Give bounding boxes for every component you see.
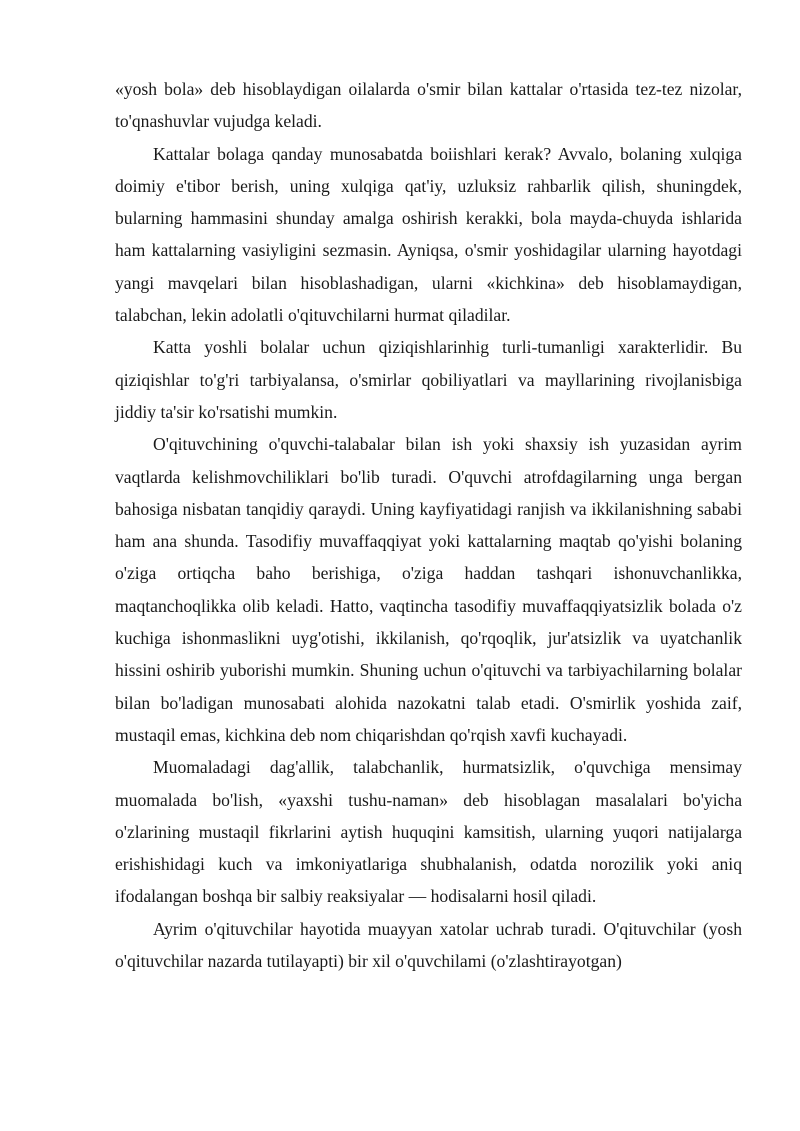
paragraph: Kattalar bolaga qanday munosabatda boiishlari kerak? Avvalo, bolaning xulqiga doimiy e'tibor berish, uning xulqiga qat'iy, uzluksiz rahbarlik qilish, shuningdek, bularning hammasini shunday amalga oshirish kerakki, bola mayda-chuyda ishlarida ham kattalarning vasiyligini sezmasin. Ayniqsa, o'smir yoshidagilar ularning hayotdagi yangi mavqelari bilan hisoblashadigan, ularni «kichkina» deb hisoblamaydigan, talabchan, lekin adolatli o'qituvchilarni hurmat qiladilar. <box>115 143 742 326</box>
paragraph-continuation: «yosh bola» deb hisoblaydigan oilalarda o'smir bilan kattalar o'rtasida tez-tez nizolar, to'qnashuvlar vujudga keladi. <box>115 79 742 132</box>
paragraph: O'qituvchining o'quvchi-talabalar bilan ish yoki shaxsiy ish yuzasidan ayrim vaqtlarda kelishmovchiliklari bo'lib turadi. O'quvchi atrofdagilarning unga bergan bahosiga nisbatan tanqidiy qaraydi. Uning kayfiyatidagi ranjish va ikkilanishning sababi ham ana shunda. Tasodifiy muvaffaqqiyat yoki kattalarning maqtab qo'yishi bolaning o'ziga ortiqcha baho berishiga, o'ziga haddan tashqari ishonuvchanlikka, maqtanchoqlikka olib keladi. Hatto, vaqtincha tasodifiy muvaffaqqiyatsizlik bolada o'z kuchiga ishonmaslikni uyg'otishi, ikkilanish, qo'rqoqlik, jur'atsizlik va uyatchanlik hissini oshirib yuborishi mumkin. Shuning uchun o'qituvchi va tarbiyachilarning bolalar bilan bo'ladigan munosabati alohida nazokatni talab etadi. O'smirlik yoshida zaif, mustaqil emas, kichkina deb nom chiqarishdan qo'rqish xavfi kuchayadi. <box>115 434 742 745</box>
paragraph: Ayrim o'qituvchilar hayotida muayyan xatolar uchrab turadi. O'qituvchilar (yosh o'qituvchilar nazarda tutilayapti) bir xil o'quvchilami (o'zlashtirayotgan) <box>115 918 742 972</box>
body-text <box>115 73 742 977</box>
paragraph: Katta yoshli bolalar uchun qiziqishlarinhig turli-tumanligi xarakterlidir. Bu qiziqishlar to'g'ri tarbiyalansa, o'smirlar qobiliyatlari va mayllarining rivojlanisbiga jiddiy ta'sir ko'rsatishi mumkin. <box>115 337 742 422</box>
paragraph: Muomaladagi dag'allik, talabchanlik, hurmatsizlik, o'quvchiga mensimay muomalada bo'lish, «yaxshi tushu-naman» deb hisoblagan masalalari bo'yicha o'zlarining mustaqil fikrlarini aytish huquqini kamsitish, ularning yuqori natijalarga erishishidagi kuch va imkoniyatlariga shubhalanish, odatda norozilik yoki aniq ifodalangan boshqa bir salbiy reaksiyalar — hodisalarni hosil qiladi. <box>115 757 742 907</box>
